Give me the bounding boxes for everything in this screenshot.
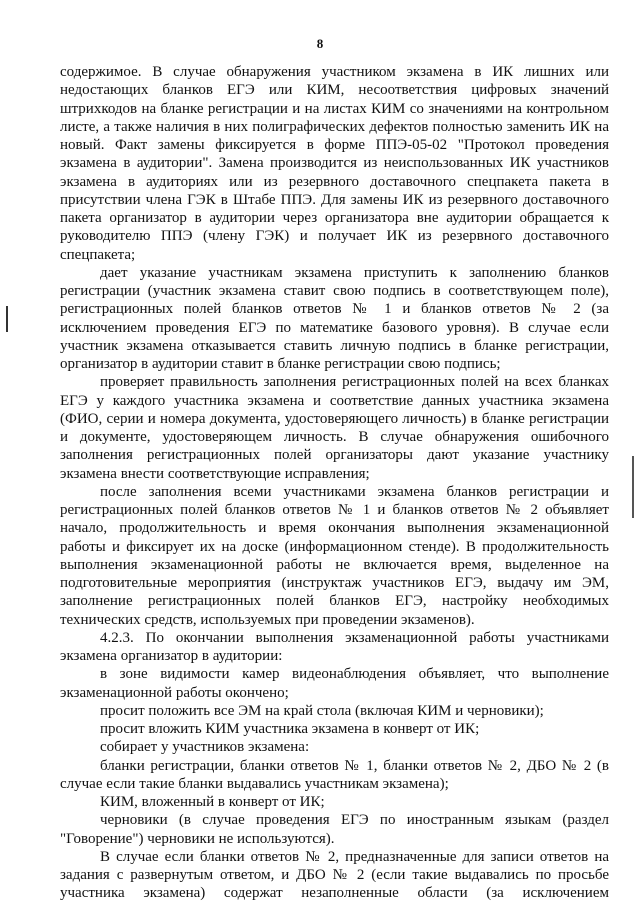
text-line: В случае если бланки ответов № 2, предназначенные для записи ответов на xyxy=(100,848,609,865)
text-line: экзамена в аудиториях или из резервного доставочного спецпакета пакета в xyxy=(60,173,609,190)
text-line: выполнения экзаменационной работы не включается время, выделенное на xyxy=(60,556,609,573)
text-line: подготовительные мероприятия (инструктаж участников ЕГЭ, выдачу им ЭМ, xyxy=(60,575,609,591)
scan-edge-mark xyxy=(632,456,634,518)
text-line: начало, продолжительность и время окончания выполнения экзаменационной xyxy=(60,520,609,537)
scan-margin-mark xyxy=(6,306,8,332)
text-line: регистрации (участник экзамена ставит свою подпись в соответствующем поле), xyxy=(60,283,609,299)
text-line: исключением проведения ЕГЭ по математике базового уровня). В случае если xyxy=(60,319,609,336)
text-line: заполнение регистрационных полей бланков ЕГЭ, настройку необходимых xyxy=(60,593,609,610)
text-line: участник экзамена отказывается ставить личную подпись в бланке регистрации, xyxy=(60,337,609,354)
body-text xyxy=(60,63,609,903)
text-line: дает указание участникам экзамена приступить к заполнению бланков xyxy=(100,264,609,281)
text-line: "Говорение") черновики не используются). xyxy=(60,830,335,847)
text-line: ЕГЭ у каждого участника экзамена и соответствие данных участника экзамена xyxy=(60,392,609,409)
text-line: спецпакета; xyxy=(60,246,136,263)
text-line: экзамена в аудитории". Замена производится из неиспользованных ИК участников xyxy=(60,155,609,172)
text-line: случае если такие бланки выдавались участникам экзамена); xyxy=(60,775,449,792)
text-line: листе, а также наличия в них полиграфических дефектов полностью заменить ИК на xyxy=(60,118,609,135)
text-line: пакета организатор в аудитории через организатора вне аудитории обращается к xyxy=(60,210,609,226)
text-line: регистрационных полей бланков ответов № 1 и бланков ответов № 2 (за xyxy=(60,301,609,318)
text-line: просит вложить КИМ участника экзамена в конверт от ИК; xyxy=(100,721,480,737)
text-line: регистрационных полей бланков ответов № 1 и бланков ответов № 2 объявляет xyxy=(60,502,609,518)
text-line: штрихкодов на бланке регистрации и на листах КИМ со значениями на контрольном xyxy=(60,100,609,117)
text-line: проверяет правильность заполнения регистрационных полей на всех бланках xyxy=(100,374,609,391)
text-line: заполнения регистрационных полей организаторы дают указание участнику xyxy=(60,447,609,464)
text-line: новый. Факт замены фиксируется в форме ППЭ-05-02 "Протокол проведения xyxy=(60,137,609,153)
text-line: недостающих бланков ЕГЭ или КИМ, несоответствия цифровых значений xyxy=(60,82,609,99)
text-line: 4.2.3. По окончании выполнения экзаменационной работы участниками xyxy=(100,629,609,646)
text-line: экзамена внести соответствующие исправления; xyxy=(60,465,370,482)
text-line: задания с развернутым ответом, и ДБО № 2 (если такие выдавались по просьбе xyxy=(60,867,609,883)
text-line: в зоне видимости камер видеонаблюдения объявляет, что выполнение xyxy=(100,666,609,683)
text-line: просит положить все ЭМ на край стола (включая КИМ и черновики); xyxy=(100,702,544,719)
text-line: содержимое. В случае обнаружения участником экзамена в ИК лишних или xyxy=(60,64,609,80)
text-line: (ФИО, серии и номера документа, удостоверяющего личность) в бланке регистрации xyxy=(60,410,609,427)
text-line: КИМ, вложенный в конверт от ИК; xyxy=(100,794,325,810)
text-line: экзаменационной работы окончено; xyxy=(60,684,289,701)
text-line: руководителю ППЭ (члену ГЭК) и получает ИК из резервного доставочного xyxy=(60,228,609,245)
text-line: организатор в аудитории ставит в бланке регистрации свою подпись; xyxy=(60,356,501,372)
text-line: черновики (в случае проведения ЕГЭ по иностранным языкам (раздел xyxy=(100,812,609,829)
text-line: и документе, удостоверяющем личность. В случае обнаружения ошибочного xyxy=(60,429,609,445)
text-line: после заполнения всеми участниками экзамена бланков регистрации и xyxy=(100,483,609,500)
text-line: присутствии члена ГЭК в Штабе ППЭ. Для замены ИК из резервного доставочного xyxy=(60,191,609,208)
text-line: бланки регистрации, бланки ответов № 1, бланки ответов № 2, ДБО № 2 (в xyxy=(100,757,609,774)
text-line: собирает у участников экзамена: xyxy=(100,739,310,756)
text-line: работы и фиксирует их на доске (информационном стенде). В продолжительность xyxy=(60,538,609,555)
text-line: участника экзамена) содержат незаполненные области (за исключением xyxy=(60,885,609,902)
text-line: экзамена организатор в аудитории: xyxy=(60,648,283,664)
text-line: технических средств, используемых при проведении экзаменов). xyxy=(60,611,475,628)
page-number: 8 xyxy=(316,36,324,51)
